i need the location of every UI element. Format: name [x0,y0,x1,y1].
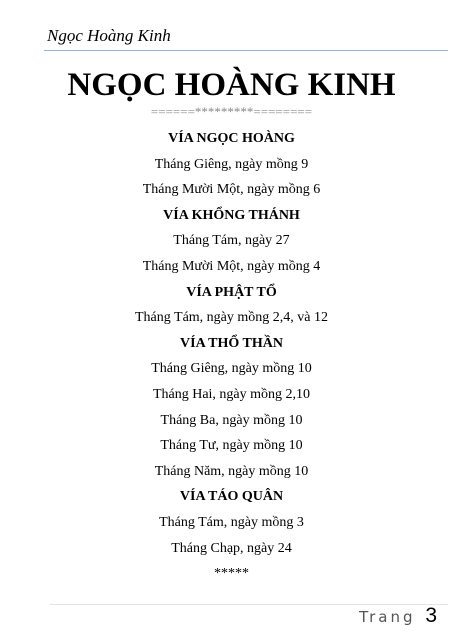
page-title: NGỌC HOÀNG KINH [67,67,396,103]
date-line: Tháng Tư, ngày mồng 10 [160,438,303,454]
date-line: Tháng Tám, ngày 27 [173,233,290,249]
title-ornament: ======*********======== [150,104,313,119]
page-number-value: 3 [425,604,437,627]
date-line: Tháng Tám, ngày mồng 2,4, và 12 [135,310,328,326]
date-line: Tháng Ba, ngày mồng 10 [160,412,303,428]
section-heading: VÍA THỔ THẦN [180,335,283,351]
date-line: Tháng Tám, ngày mồng 3 [159,514,304,530]
date-line: Tháng Giêng, ngày mồng 10 [151,361,312,377]
content-body [0,126,463,587]
page-label: Trang [359,608,416,626]
date-line: Tháng Mười Một, ngày mồng 4 [142,258,321,274]
section-heading: VÍA TÁO QUÂN [179,489,284,505]
date-line: Tháng Chạp, ngày 24 [171,540,292,556]
closing-mark: ***** [214,566,249,582]
section-heading: VÍA NGỌC HOÀNG [168,131,295,146]
page-number [359,605,437,628]
header-divider [44,50,448,51]
date-line: Tháng Hai, ngày mồng 2,10 [152,386,311,402]
date-line: Tháng Năm, ngày mồng 10 [154,463,309,479]
section-heading: VÍA PHẬT TỔ [186,284,277,300]
running-header: Ngọc Hoàng Kinh [47,26,171,45]
date-line: Tháng Giêng, ngày mồng 9 [154,156,309,172]
section-heading: VÍA KHỔNG THÁNH [163,207,300,223]
date-line: Tháng Mười Một, ngày mồng 6 [142,182,321,198]
